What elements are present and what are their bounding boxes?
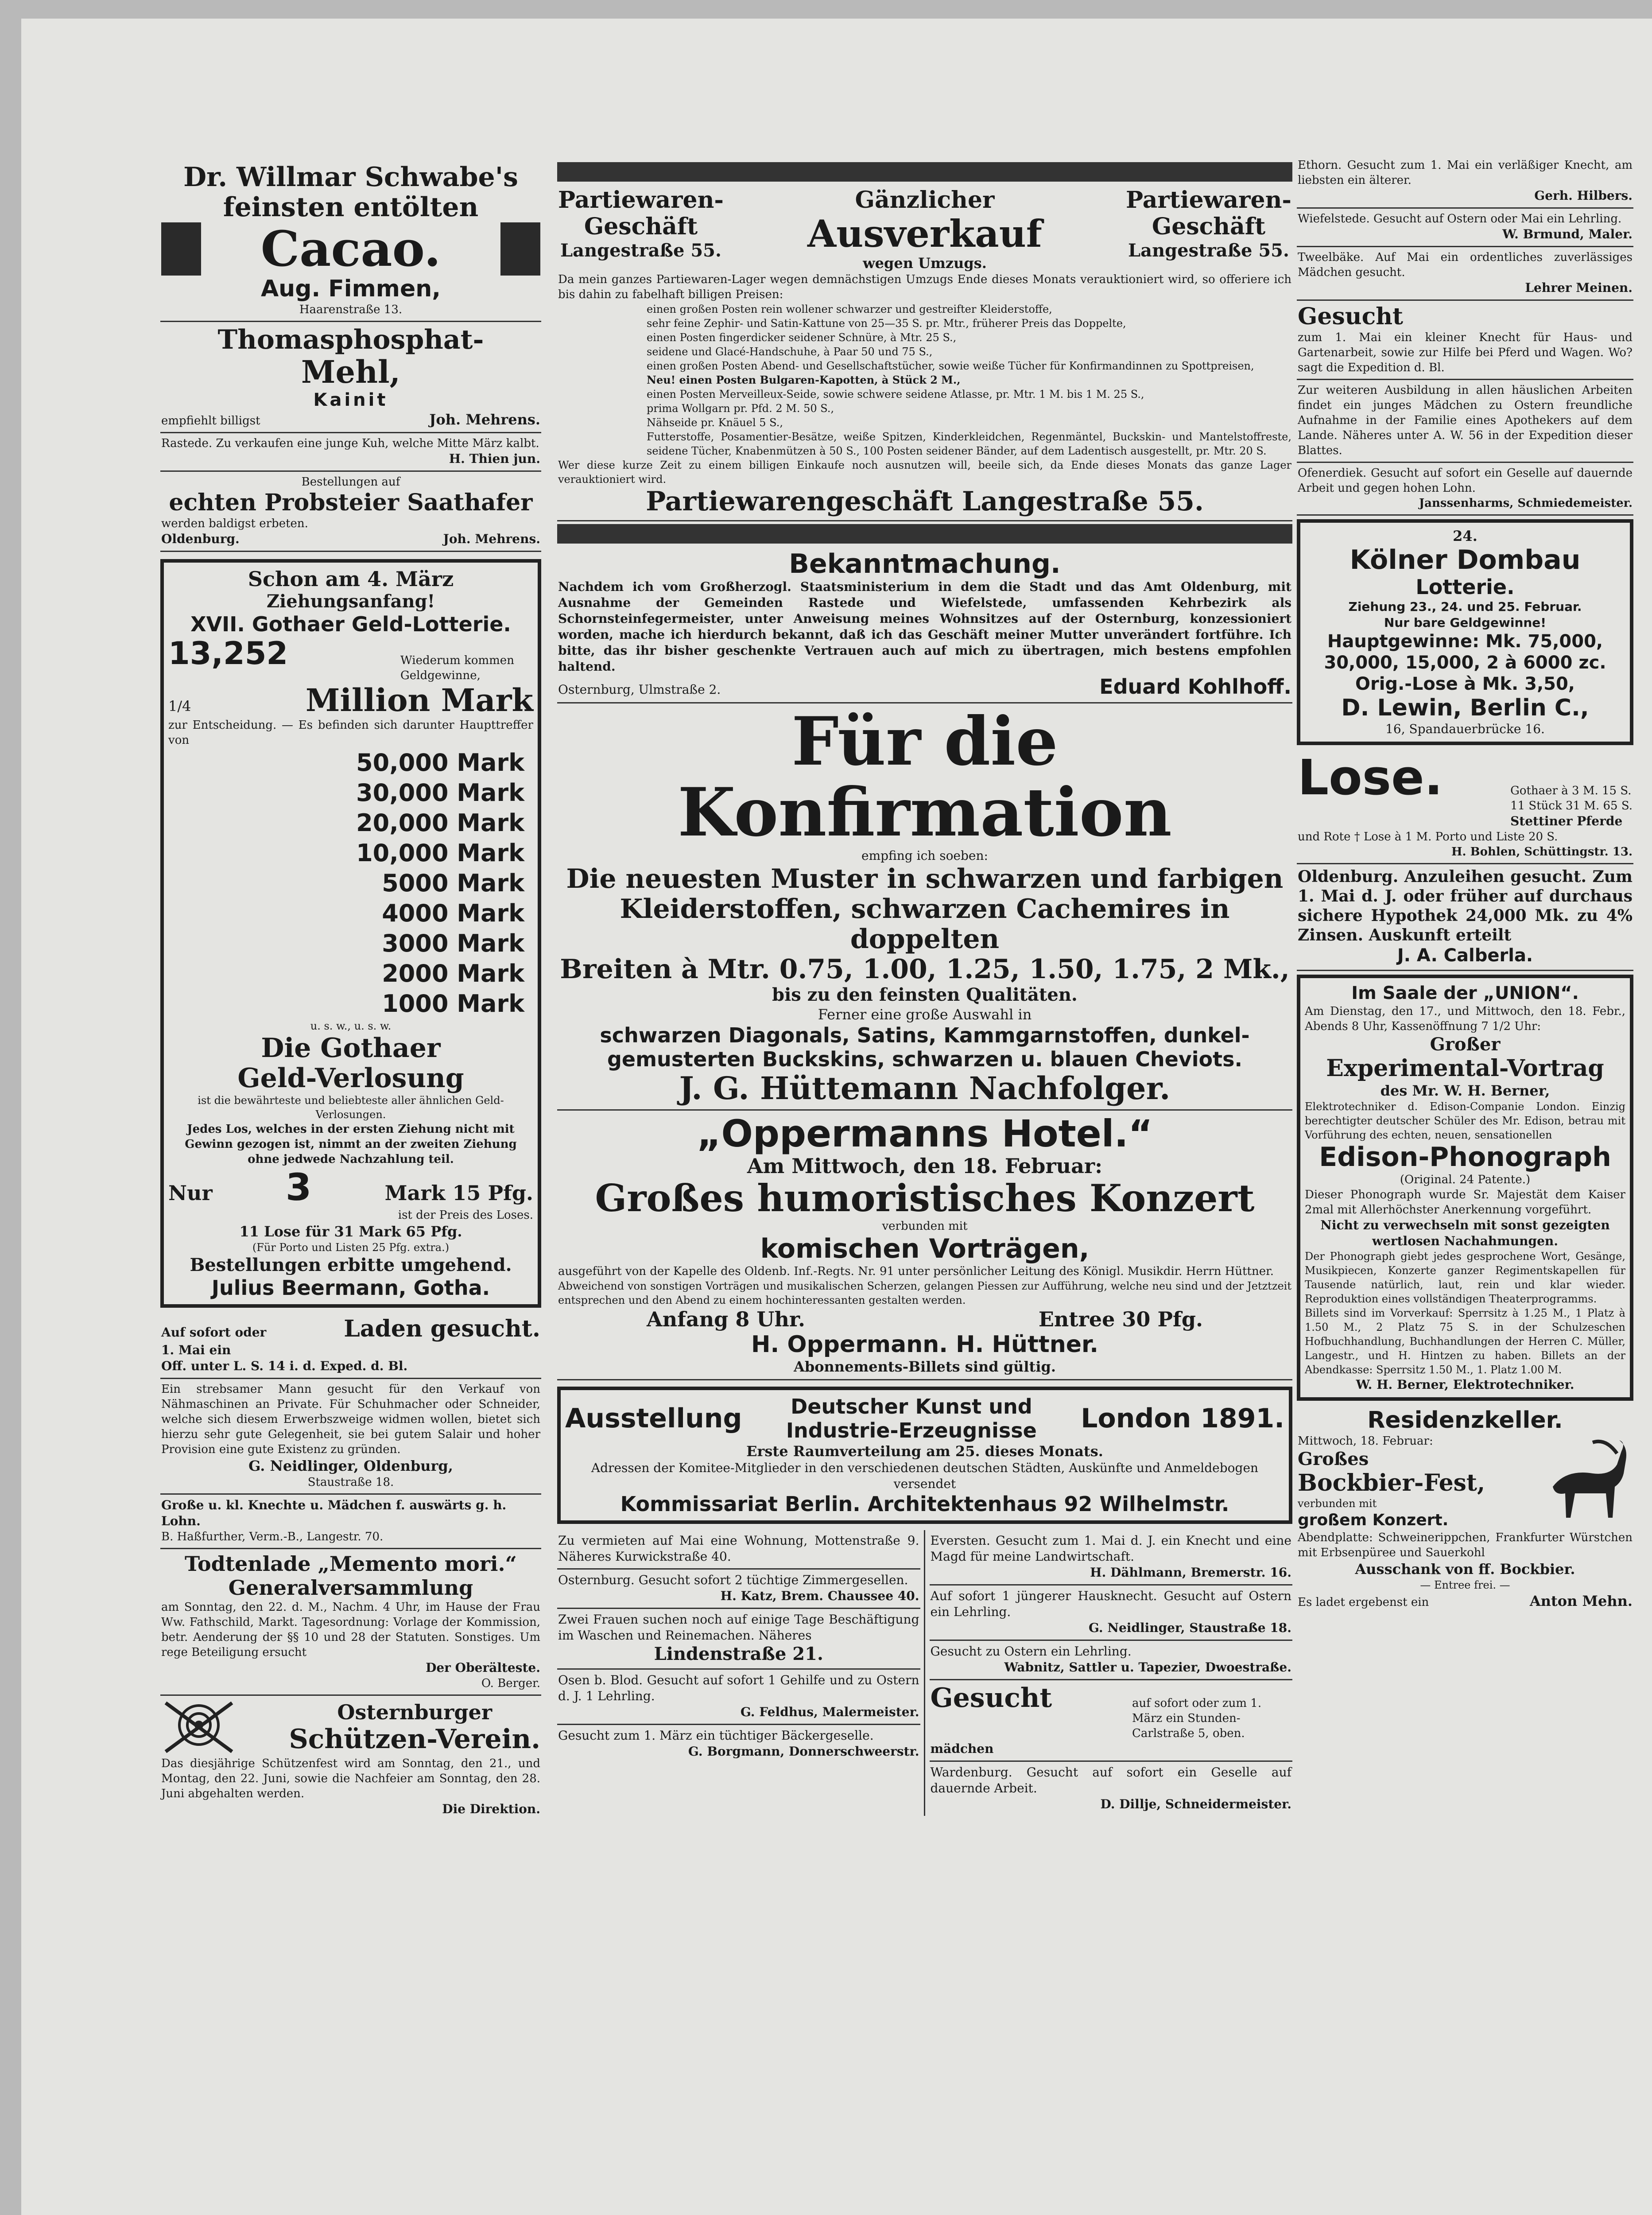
pw-item: Neu! einen Posten Bulgaren-Kapotten, à Stück 2 M., [647,373,961,386]
sch-text: Das diesjährige Schützenfest wird am Sonntag, den 21., und Montag, den 22. Juni, sowie die Nachfeier am Sonntag, den 28. Juni abgehalten werden. [161,1757,540,1800]
prize-item: 3000 Mark [382,929,524,957]
un-warn: Nicht zu verwechseln mit sonst gezeigten wertlosen Nachahmungen. [1320,1218,1610,1248]
lot-porto: (Für Porto und Listen 25 Pfg. extra.) [252,1241,450,1254]
prize-list [168,748,533,1019]
pw-item: sehr feine Zephir- und Satin-Kattune von 25—35 S. pr. Mtr., früherer Preis das Doppelte, [647,317,1126,330]
small-ad [930,1680,1293,1762]
rk-entree: — Entree frei. — [1420,1579,1510,1591]
small-ad-name: G. Neidlinger, Staustraße 18. [1088,1620,1291,1635]
small-ad [557,1530,920,1570]
cacao-title: Cacao. [260,220,441,277]
small-ad-text: Tweelbäke. Auf Mai ein ordentliches zuverlässiges Mädchen gesucht. [1298,251,1633,279]
schwabe-line2: feinsten entölten [223,192,479,223]
ld-text: Adressen der Komitee-Mitglieder in den verschiedenen deutschen Städten, Auskünfte und Anmeldebogen versendet [591,1461,1259,1491]
small-ad [1297,155,1633,209]
mem-sign: Der Oberälteste. [426,1660,540,1675]
ld-m2: Industrie-Erzeugnisse [786,1418,1037,1442]
ad-hypothek [1297,864,1633,971]
ad-gothaer-lotterie [160,559,541,1308]
probst-name: Joh. Mehrens. [443,532,540,546]
pw-item: seidene und Glacé-Handschuhe, à Paar 50 und 75 S., [647,346,933,358]
op-start: Anfang 8 Uhr. [647,1307,805,1331]
hypo-name: J. A. Calberla. [1397,945,1533,966]
small-ads-grid [557,1530,1292,1816]
lose-l2: 11 Stück 31 M. 65 S. [1510,799,1633,812]
pw-item: einen großen Posten Abend- und Gesellschaftstücher, sowie weiße Tücher für Konfirmandinnen zu Spottpreisen, [647,360,1254,372]
pw-right3: Langestraße 55. [1128,240,1289,261]
konf-l4: bis zu den feinsten Qualitäten. [772,984,1078,1005]
top-rule [557,162,1292,182]
pw-mid3: wegen Umzugs. [863,255,987,272]
column-left [160,159,541,2215]
rk-konz: großem Konzert. [1298,1511,1449,1529]
small-ad [930,1762,1293,1816]
op-entry: Entree 30 Pfg. [1038,1307,1203,1331]
column-middle [557,159,1292,2215]
lose-name: H. Bohlen, Schüttingstr. 13. [1451,845,1633,859]
small-ad-text: Ofenerdiek. Gesucht auf sofort ein Geselle auf dauernde Arbeit und gegen hohen Lohn. [1298,466,1633,495]
kainit: Kainit [313,390,388,410]
pw-left3: Langestraße 55. [560,240,721,261]
rk-l2: Bockbier-Fest, [1298,1469,1485,1496]
pw-outro: Wer diese kurze Zeit zu einem billigen Einkaufe noch ausnutzen will, beeile sich, da Ende dieses Monats das ganze Lager verauktioniert wird. [558,459,1291,486]
lot-los: Jedes Los, welches in der ersten Ziehung nicht mit Gewinn gezogen ist, nimmt an der zweiten Ziehung ohne jedwede Nachzahlung teil. [185,1123,517,1166]
thomas-name: Joh. Mehrens. [429,411,540,428]
kuh-name: H. Thien jun. [449,451,540,466]
lot-nur: Nur [168,1181,213,1205]
ad-knechte [160,1495,541,1549]
small-ad-name: W. Brmund, Maler. [1502,227,1633,241]
small-ad-name: Janssenharms, Schmiedemeister. [1419,497,1633,510]
un-orig: (Original. 24 Patente.) [1400,1173,1531,1186]
pw-mid2: Ausverkauf [807,212,1042,256]
hypo-text: Oldenburg. Anzuleihen gesucht. Zum 1. Mai d. J. oder früher auf durchaus sichere Hypothek 24,000 Mk. zu 4% Zinsen. Auskunft erteilt [1298,867,1633,944]
small-ad-name: D. Dillje, Schneidermeister. [1100,1797,1291,1811]
nm-addr: Staustraße 18. [307,1476,394,1489]
op-kom: komischen Vorträgen, [760,1233,1090,1264]
rk-date: Mittwoch, 18. Februar: [1298,1434,1433,1448]
sch-sign: Die Direktion. [442,1802,540,1816]
small-ad-name: H. Katz, Brem. Chaussee 40. [720,1589,919,1603]
thomas-line1: Thomasphosphat- [217,324,484,355]
small-ads-left [557,1530,925,1816]
pw-foot: Partiewarengeschäft Langestraße 55. [646,486,1204,517]
small-ad [1297,301,1633,380]
lot-quarter: 1/4 [168,698,191,715]
ad-konfirmation [557,703,1292,1111]
small-ad-text: Auf sofort 1 jüngerer Hausknecht. Gesucht auf Ostern ein Lehrling. [930,1589,1291,1619]
pw-right2: Geschäft [1152,213,1266,240]
small-ad [1297,247,1633,301]
schwabe-addr: Haarenstraße 13. [299,303,403,316]
sch-l1: Osternburger [337,1700,492,1724]
db-cash: Nur bare Geldgewinne! [1384,615,1547,630]
ad-ausstellung-london [557,1387,1292,1524]
db-nums: 30,000, 15,000, 2 à 6000 zc. [1324,653,1606,673]
op-title: Großes humoristisches Konzert [595,1176,1255,1220]
kn-text: Große u. kl. Knechte u. Mädchen f. auswärts g. h. Lohn. [161,1498,507,1528]
small-ad [557,1609,920,1670]
rk-name: Anton Mehn. [1529,1593,1633,1609]
un-edison: Edison-Phonograph [1319,1142,1611,1173]
small-ad-text: Gesucht zu Ostern ein Lehrling. [930,1644,1132,1659]
small-ad-text: Eversten. Gesucht zum 1. Mai d. J. ein Knecht und eine Magd für meine Landwirtschaft. [930,1533,1291,1564]
small-ad [557,1570,920,1609]
lot-l3: XVII. Gothaer Geld-Lotterie. [190,612,511,636]
nm-name: G. Neidlinger, Oldenburg, [248,1457,453,1474]
ad-memento-mori [160,1549,541,1696]
kuh-text: Rastede. Zu verkaufen eine junge Kuh, welche Mitte März kalbt. [161,437,539,450]
rk-head: Residenzkeller. [1367,1407,1563,1434]
pw-item: Futterstoffe, Posamentier-Besätze, weiße Spitzen, Kinderkleidchen, Regenmäntel, Buckskin- und Mantelstoffreste, seidene Tücher, Knabenmützen à 50 S., 100 Posten seidener Bänder, auf dem Ladentisch ausgestellt, pr. Mtr. 20 S. [647,431,1291,457]
un-txt2: Der Phonograph giebt jedes gesprochene Wort, Gesänge, Musikpiecen, Konzerte ganzer Regimentskapellen für Tausende natürlich, laut, rein und klar wieder. Reproduktion eines vollständigen Theaterprogramms. [1305,1250,1625,1305]
probst-intro: Bestellungen auf [301,475,400,489]
ad-thomasphosphat [160,322,541,433]
prize-item: 4000 Mark [382,899,524,927]
small-ad [930,1641,1293,1680]
db-orig: Orig.-Lose à Mk. 3,50, [1355,674,1575,694]
probst-head: echten Probsteier Saathafer [169,489,533,516]
ad-laden [160,1313,541,1379]
probst-place: Oldenburg. [161,532,240,546]
goat-bock-icon [1540,1434,1633,1522]
mem-text: am Sonntag, den 22. d. M., Nachm. 4 Uhr, im Hause der Frau Ww. Fathschild, Markt. Tagesordnung: Vorlage der Kommission, betr. Aenderung der §§ 10 und 28 der Statuten. Sonstiges. Um rege Beteiligung ersucht [161,1601,540,1659]
pw-mid1: Gänzlicher [855,187,995,214]
rk-verb: verbunden mit [1298,1497,1377,1510]
prize-item: 10,000 Mark [356,839,524,867]
lot-gotha1: Die Gothaer [261,1033,441,1064]
small-ad-head: Gesucht [1298,303,1404,330]
konf-name: J. G. Hüttemann Nachfolger. [679,1070,1171,1107]
small-ad-name: G. Feldhus, Malermeister. [740,1705,919,1719]
small-ad [1297,380,1633,463]
un-l2: Experimental-Vortrag [1326,1055,1604,1082]
probst-note: werden baldigst erbeten. [161,517,308,530]
lot-amount-note: Wiederum kommen Geldgewinne, [400,654,514,682]
small-ad-text: Gesucht zum 1. März ein tüchtiger Bäckergeselle. [558,1728,874,1743]
rk-menu: Abendplatte: Schweinerippchen, Frankfurter Würstchen mit Erbsenpüree und Sauerkohl [1298,1531,1633,1559]
lose-l3: Stettiner Pferde [1510,814,1623,828]
db-addr: 16, Spandauerbrücke 16. [1385,722,1545,736]
bk-head: Bekanntmachung. [789,548,1061,579]
lot-eleven: 11 Lose für 31 Mark 65 Pfg. [239,1223,462,1240]
sch-l2: Schützen-Verein. [289,1724,540,1755]
lose-l1: Gothaer à 3 M. 15 S. [1510,784,1632,797]
pw-item: prima Wollgarn pr. Pfd. 2 M. 50 S., [647,402,834,415]
konf-l3: Breiten à Mtr. 0.75, 1.00, 1.25, 1.50, 1.75, 2 Mk., [560,954,1290,985]
schwabe-firm: Aug. Fimmen, [260,276,441,302]
ornament-left [161,222,201,276]
lot-amount: 13,252 [168,635,288,672]
pw-item: einen großen Posten rein wollener schwarzer und gestreifter Kleiderstoffe, [647,303,1052,315]
ad-schuetzenverein [160,1696,541,1821]
mem-name: O. Berger. [481,1677,540,1690]
lot-usw: u. s. w., u. s. w. [310,1020,392,1032]
konf-l5: Ferner eine große Auswahl in [818,1006,1032,1023]
pw-right1: Partiewaren- [1126,187,1291,214]
konf-l2: Kleiderstoffen, schwarzen Cachemires in doppelten [620,894,1230,955]
small-ads-right [930,1530,1293,1816]
un-date: Am Dienstag, den 17., und Mittwoch, den 18. Febr., Abends 8 Uhr, Kassenöffnung 7 1/2 Uhr: [1305,1005,1625,1033]
op-text: Abweichend von sonstigen Vorträgen und musikalischen Scherzen, gelangen Piessen zur Aufführung, welche neu sind und der Jetztzeit entsprechen und den Abend zu einem hochinteressanten gestalten werden. [558,1280,1291,1306]
pw-item-list [558,302,1291,458]
mid-rule [557,524,1292,544]
lot-order: Bestellungen erbitte umgehend. [190,1255,512,1275]
op-head: „Oppermanns Hotel.“ [697,1112,1153,1155]
lose-rest: und Rote † Lose à 1 M. Porto und Liste 20 S. [1298,830,1558,843]
lot-dist: zur Entscheidung. — Es befinden sich darunter Haupttreffer von [168,719,533,747]
rk-l1: Großes [1298,1449,1369,1469]
lose-head: Lose. [1298,749,1443,806]
small-ad [1297,463,1633,516]
small-ad-name: Gerh. Hilbers. [1534,188,1633,203]
bk-place: Osternburg, Ulmstraße 2. [558,682,721,697]
pw-intro: Da mein ganzes Partiewaren-Lager wegen demnächstigen Umzugs Ende dieses Monats verauktioniert wird, so offeriere ich bis dahin zu fabelhaft billigen Preisen: [558,273,1291,301]
laden-head: Laden gesucht. [344,1315,540,1342]
un-billets: Billets sind im Vorverkauf: Sperrsitz à 1.25 M., 1 Platz à 1.50 M., 2 Platz 75 S. in der Schulzeschen Hofbuchhandlung, Buchhandlungen der Herren C. Müller, Langestr., und H. Hintzen zu haben. Billets an der Abendkasse: Sperrsitz 1.50 M., 1. Platz 1.00 M. [1305,1307,1625,1376]
ld-addr: Kommissariat Berlin. Architektenhaus 92 Wilhelmstr. [620,1492,1229,1516]
small-ad-name: Lehrer Meinen. [1525,280,1633,295]
un-head: Im Saale der „UNION“. [1351,983,1579,1003]
small-ad-head: Gesucht [930,1683,1052,1714]
mem-head: Todtenlade „Memento mori.“ [185,1552,517,1576]
ad-bekanntmachung [557,546,1292,703]
laden-l1: Auf sofort oder [161,1325,267,1340]
pw-item: einen Posten fingerdicker seidener Schnüre, à Mtr. 25 S., [647,331,957,344]
db-num: 24. [1453,528,1477,544]
crossed-rifles-target-icon [161,1698,237,1756]
thomas-rec: empfiehlt billigst [161,414,260,427]
small-ad-text: Ethorn. Gesucht zum 1. Mai ein verläßiger Knecht, am liebsten ein älterer. [1298,159,1633,187]
ad-union-phonograph [1297,975,1633,1401]
prize-item: 30,000 Mark [356,779,524,807]
ad-koelner-dombau [1297,519,1633,745]
pw-item: einen Posten Merveilleux-Seide, sowie schwere seidene Atlasse, pr. Mtr. 1 M. bis 1 M. 25 S., [647,388,1144,400]
small-ad-name: Wabnitz, Sattler u. Tapezier, Dwoestraße. [1004,1660,1291,1675]
bk-text: Nachdem ich vom Großherzogl. Staatsministerium in dem die Stadt und das Amt Oldenburg, mit Ausnahme der Gemeinden Rastede und Wiefelstede, umfassenden Kehrbezirk als Schornsteinfegermeister, unter Anweisung meines Wohnsitzes auf der Osternburg, konzessioniert worden, mache ich hierdurch bekannt, daß ich das Geschäft meiner Mutter unverändert fortführe. Ich bitte, das ihr bisher geschenkte Vertrauen auch auf mich zu übertragen, mich bestens empfohlen haltend. [558,579,1291,674]
small-ad-text: Zur weiteren Ausbildung in allen häuslichen Arbeiten findet ein junges Mädchen zu Ostern freundliche Aufnahme in der Familie eines Apothekers auf dem Lande. Näheres unter A. W. 56 in der Expedition dieser Blattes. [1298,384,1633,457]
op-date: Am Mittwoch, den 18. Februar: [747,1154,1103,1178]
op-abo: Abonnements-Billets sind gültig. [793,1358,1056,1375]
nm-text: Ein strebsamer Mann gesucht für den Verkauf von Nähmaschinen an Private. Für Schuhmacher oder Schneider, welche sich diesem Erwerbszweige widmen wollen, bietet sich hierzu sehr gute Gelegenheit, sie bei gutem Salair und hoher Provision eine gute Existenz zu gründen. [161,1383,540,1456]
db-dealer: D. Lewin, Berlin C., [1341,695,1589,721]
ld-first: Erste Raumverteilung am 25. dieses Monats. [746,1443,1103,1460]
small-ad-text: Osternburg. Gesucht sofort 2 tüchtige Zimmergesellen. [558,1573,908,1587]
small-ad-addr: Lindenstraße 21. [654,1644,823,1664]
un-txt1: Dieser Phonograph wurde Sr. Majestät dem Kaiser 2mal mit Allerhöchster Anerkennung vorgeführt. [1305,1188,1625,1216]
prize-item: 50,000 Mark [356,749,524,777]
laden-off: Off. unter L. S. 14 i. d. Exped. d. Bl. [161,1359,408,1373]
pw-item: Nähseide pr. Knäuel 5 S., [647,416,783,429]
ad-saathafer [160,472,541,552]
small-ad-text: Wardenburg. Gesucht auf sofort ein Geselle auf dauernde Arbeit. [930,1765,1291,1795]
column-right [1297,155,1633,2215]
ad-oppermanns-hotel [557,1111,1292,1380]
db-main: Hauptgewinne: Mk. 75,000, [1327,631,1603,652]
small-ad-name: G. Borgmann, Donnerschweerstr. [688,1744,919,1759]
db-sub: Lotterie. [1415,575,1515,599]
un-by: des Mr. W. H. Berner, [1380,1082,1550,1099]
lot-gotha2: Geld-Verlosung [237,1063,464,1094]
small-ad-sub: mädchen [930,1741,994,1756]
konf-sub: empfing ich soeben: [861,848,988,863]
lot-price: 3 [285,1166,312,1209]
pw-left1: Partiewaren- [558,187,724,214]
small-ad-text: Zwei Frauen suchen noch auf einige Tage Beschäftigung im Waschen und Reinemachen. Näheres [558,1612,919,1643]
db-draw: Ziehung 23., 24. und 25. Februar. [1348,599,1582,614]
un-desc: Elektrotechniker d. Edison-Companie London. Einzig berechtigter deutscher Schüler des Mr. Edison, betrau mit Vorführung des echten, neuen, sensationellen [1305,1100,1625,1141]
un-l1: Großer [1430,1034,1501,1055]
small-ad-text: Wiefelstede. Gesucht auf Ostern oder Mai ein Lehrling. [1298,212,1622,225]
lot-pricetxt: ist der Preis des Loses. [398,1209,533,1222]
lot-l1: Schon am 4. März [248,567,454,591]
small-ad [557,1670,920,1725]
pw-left2: Geschäft [584,213,698,240]
lot-l2: Ziehungsanfang! [266,591,435,612]
ad-naehmaschinen [160,1379,541,1495]
ad-residenzkeller [1297,1404,1633,1613]
prize-item: 1000 Mark [382,990,524,1018]
rk-inv: Es ladet ergebenst ein [1298,1596,1429,1609]
op-verb: verbunden mit [882,1220,968,1233]
lot-million: Million Mark [305,682,533,719]
small-ad [930,1585,1293,1641]
prize-item: 20,000 Mark [356,809,524,837]
small-ad-name: H. Dählmann, Bremerstr. 16. [1090,1565,1291,1580]
mem-sub: Generalversammlung [228,1576,473,1600]
ad-lose [1297,749,1633,864]
prize-item: 5000 Mark [382,869,524,897]
konf-l6: schwarzen Diagonals, Satins, Kammgarnstoffen, dunkel- [600,1023,1250,1047]
rk-aus: Ausschank von ff. Bockbier. [1355,1561,1575,1578]
ad-partiewaren [557,184,1292,521]
op-perf: ausgeführt von der Kapelle des Oldenb. Inf.-Regts. Nr. 91 unter persönlicher Leitung des Königl. Musikdir. Herrn Hüttner. [558,1265,1274,1278]
ld-m1: Deutscher Kunst und [791,1395,1032,1418]
ad-schwabe-cacao [160,159,541,322]
kn-name: B. Haßfurther, Verm.-B., Langestr. 70. [161,1530,384,1543]
schwabe-line1: Dr. Willmar Schwabe's [183,162,518,193]
small-ad [1297,209,1633,247]
lot-mark: Mark 15 Pfg. [384,1181,533,1205]
small-ad-text: Zu vermieten auf Mai eine Wohnung, Mottenstraße 9. Näheres Kurwickstraße 40. [558,1533,919,1564]
ornament-right [500,222,540,276]
db-head: Kölner Dombau [1350,544,1581,575]
lot-desc: ist die bewährteste und beliebteste aller ähnlichen Geld-Verlosungen. [198,1094,504,1121]
konf-head: Für die Konfirmation [678,703,1172,851]
small-ad-text: zum 1. Mai ein kleiner Knecht für Haus- und Gartenarbeit, sowie zur Hilfe bei Pferd und Wagen. Wo? sagt die Expedition d. Bl. [1298,331,1633,374]
bk-name: Eduard Kohlhoff. [1099,675,1291,699]
un-name: W. H. Berner, Elektrotechniker. [1356,1377,1574,1392]
small-ad [930,1530,1293,1585]
lot-seller: Julius Beermann, Gotha. [211,1276,490,1300]
ld-r: London 1891. [1081,1403,1284,1434]
small-ad [557,1725,920,1763]
small-ad-text: auf sofort oder zum 1. März ein Stunden- Carlstraße 5, oben. [1132,1697,1262,1740]
prize-item: 2000 Mark [382,960,524,987]
ad-junge-kuh [160,433,541,472]
konf-l7: gemusterten Buckskins, schwarzen u. blauen Cheviots. [607,1047,1242,1071]
cacao-row [161,222,540,276]
op-names: H. Oppermann. H. Hüttner. [751,1331,1098,1358]
konf-l1: Die neuesten Muster in schwarzen und farbigen [566,863,1284,894]
ld-l: Ausstellung [565,1403,742,1434]
small-ad-text: Osen b. Blod. Gesucht auf sofort 1 Gehilfe und zu Ostern d. J. 1 Lehrling. [558,1673,919,1703]
thomas-line2: Mehl, [301,354,400,390]
laden-l2: 1. Mai ein [161,1343,231,1357]
